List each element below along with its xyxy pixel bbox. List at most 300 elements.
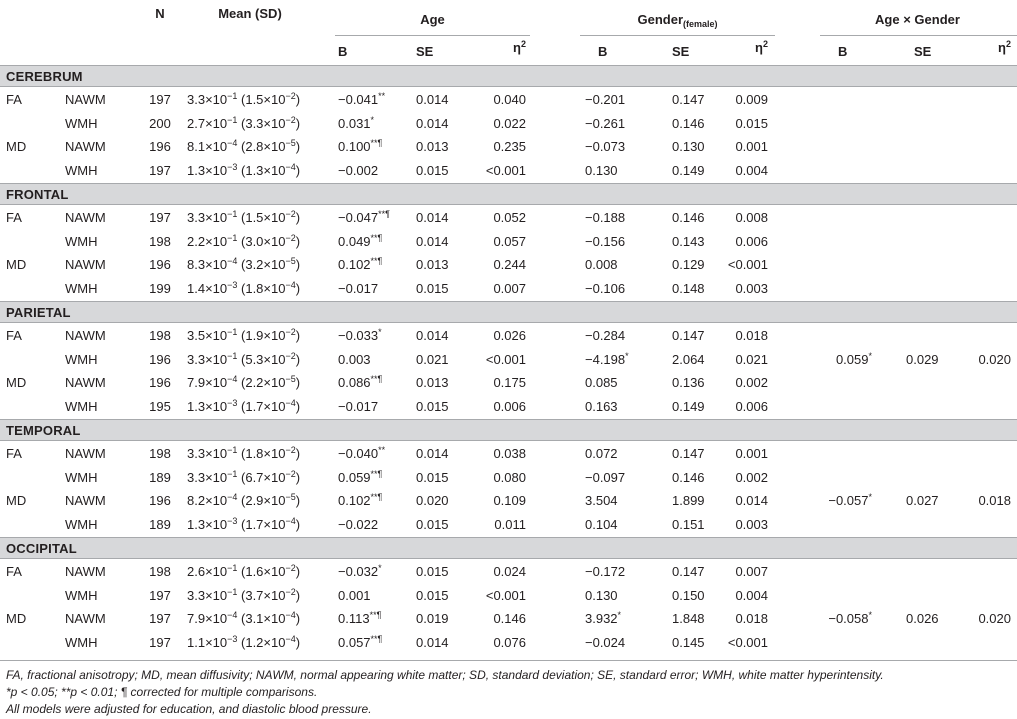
- section-header: [0, 183, 1017, 205]
- sd-exponent: −2: [285, 209, 296, 219]
- interaction-b-cell: [800, 493, 872, 509]
- age-b-value: 0.057: [338, 635, 371, 650]
- table-row: [0, 588, 1017, 606]
- age-b-value: 0.086: [338, 375, 371, 390]
- age-se-cell: 0.021: [416, 352, 449, 367]
- gender-b-cell: [585, 163, 618, 179]
- gender-b-cell: [585, 139, 625, 155]
- sd-value: 2.2×10: [245, 375, 286, 390]
- gender-eta-header: [712, 40, 768, 56]
- gender-b-value: 0.130: [585, 163, 618, 178]
- age-b-cell: [338, 139, 382, 155]
- interaction-eta-exp: 2: [1005, 39, 1011, 49]
- n-cell: 196: [149, 139, 171, 154]
- mean-value: 1.1×10: [187, 635, 228, 650]
- sd-exponent: −4: [285, 280, 296, 290]
- age-b-cell: [338, 399, 378, 415]
- age-b-value: 0.102: [338, 257, 371, 272]
- gender-se-header: SE: [672, 44, 690, 59]
- age-se-cell: 0.013: [416, 139, 449, 154]
- age-b-cell: [338, 116, 374, 132]
- mean-value: 2.2×10: [187, 234, 228, 249]
- mean-exponent: −1: [227, 445, 238, 455]
- mean-sd-cell: $2.6\times 10^{-1}$ $(1.6\times 10^{-2})$: [187, 563, 301, 579]
- gender-eta-cell: 0.006: [735, 234, 768, 249]
- gender-se-cell: 1.899: [672, 493, 705, 508]
- measure-cell: MD: [6, 493, 27, 508]
- mean-exponent: −1: [227, 209, 238, 219]
- footnote-abbreviations: FA, fractional anisotropy; MD, mean diffusivity; NAWM, normal appearing white matter; SD, standard deviation; SE, standard error; WMH, white matter hyperintensity.: [6, 668, 884, 682]
- gender-eta-cell: 0.009: [735, 92, 768, 107]
- age-se-cell: 0.015: [416, 399, 449, 414]
- gender-b-cell: [585, 234, 625, 250]
- age-b-value: 0.100: [338, 139, 371, 154]
- age-b-value: −0.047: [338, 210, 379, 225]
- mean-value: 8.3×10: [187, 257, 228, 272]
- n-cell: 198: [149, 328, 171, 343]
- mean-value: 1.3×10: [187, 163, 228, 178]
- sd-exponent: −2: [285, 233, 296, 243]
- age-b-cell: [338, 92, 385, 108]
- region-cell: WMH: [65, 470, 98, 485]
- region-cell: NAWM: [65, 375, 106, 390]
- mean-sd-cell: $3.3\times 10^{-1}$ $(1.5\times 10^{-2})$: [187, 91, 301, 107]
- measure-cell: FA: [6, 92, 22, 107]
- gender-b-header: B: [598, 44, 608, 59]
- age-eta-cell: <0.001: [485, 163, 526, 178]
- sd-value: 1.7×10: [245, 399, 286, 414]
- age-eta-cell: 0.146: [493, 611, 526, 626]
- n-cell: 189: [149, 470, 171, 485]
- header-gender-label: Gender: [637, 12, 683, 27]
- gender-b-cell: [585, 352, 629, 368]
- mean-exponent: −4: [227, 610, 238, 620]
- measure-cell: MD: [6, 611, 27, 626]
- age-b-value: −0.032: [338, 564, 379, 579]
- table-row: [0, 139, 1017, 157]
- gender-b-cell: [585, 611, 621, 627]
- gender-se-cell: 0.147: [672, 564, 705, 579]
- gender-b-value: −0.106: [585, 281, 626, 296]
- age-b-cell: [338, 281, 378, 297]
- age-b-significance: **: [378, 91, 386, 101]
- age-b-header: B: [338, 44, 348, 59]
- age-b-cell: [338, 328, 382, 344]
- mean-exponent: −1: [227, 327, 238, 337]
- sd-value: 2.8×10: [245, 139, 286, 154]
- age-se-cell: 0.020: [416, 493, 449, 508]
- mean-sd-cell: $8.3\times 10^{-4}$ $(3.2\times 10^{-5})$: [187, 256, 301, 272]
- gender-b-significance: *: [625, 351, 629, 361]
- age-eta-cell: 0.244: [493, 257, 526, 272]
- region-cell: WMH: [65, 517, 98, 532]
- mean-exponent: −1: [227, 587, 238, 597]
- gender-eta-cell: 0.004: [735, 163, 768, 178]
- region-cell: NAWM: [65, 257, 106, 272]
- table-row: [0, 470, 1017, 488]
- gender-b-cell: [585, 257, 618, 273]
- age-eta-cell: 0.007: [493, 281, 526, 296]
- mean-exponent: −1: [227, 115, 238, 125]
- interaction-eta-cell: 0.020: [978, 352, 1011, 367]
- age-eta-header: [470, 40, 526, 56]
- sd-exponent: −5: [285, 138, 296, 148]
- age-se-cell: 0.015: [416, 470, 449, 485]
- interaction-b-value: 0.059: [835, 352, 869, 367]
- n-cell: 199: [149, 281, 171, 296]
- gender-eta-cell: 0.006: [735, 399, 768, 414]
- n-cell: 195: [149, 399, 171, 414]
- age-b-cell: [338, 493, 382, 509]
- sd-value: 1.6×10: [245, 564, 286, 579]
- footnote-significance: *p < 0.05; **p < 0.01; ¶ corrected for multiple comparisons.: [6, 685, 318, 699]
- interaction-eta-header: [955, 40, 1011, 56]
- mean-sd-cell: $1.3\times 10^{-3}$ $(1.7\times 10^{-4})$: [187, 516, 301, 532]
- mean-sd-cell: $3.3\times 10^{-1}$ $(5.3\times 10^{-2})$: [187, 351, 301, 367]
- table-row: [0, 375, 1017, 393]
- n-cell: 197: [149, 92, 171, 107]
- gender-b-value: 0.104: [585, 517, 618, 532]
- gender-eta-cell: 0.018: [735, 611, 768, 626]
- age-se-cell: 0.015: [416, 564, 449, 579]
- age-b-cell: [338, 564, 382, 580]
- mean-value: 8.1×10: [187, 139, 228, 154]
- gender-se-cell: 0.130: [672, 139, 705, 154]
- header-mean-sd: Mean (SD): [218, 6, 282, 21]
- mean-value: 3.3×10: [187, 92, 228, 107]
- sd-exponent: −2: [285, 351, 296, 361]
- gender-se-cell: 0.150: [672, 588, 705, 603]
- measure-cell: MD: [6, 257, 27, 272]
- gender-group-rule: [580, 35, 775, 36]
- interaction-b-header: B: [838, 44, 848, 59]
- age-b-cell: [338, 352, 371, 368]
- sd-value: 1.2×10: [245, 635, 286, 650]
- gender-eta-cell: 0.004: [735, 588, 768, 603]
- table-row: [0, 116, 1017, 134]
- age-eta-cell: 0.022: [493, 116, 526, 131]
- table-row: [0, 446, 1017, 464]
- sd-value: 1.5×10: [245, 210, 286, 225]
- age-b-value: −0.041: [338, 92, 379, 107]
- interaction-se-cell: 0.027: [906, 493, 939, 508]
- mean-exponent: −1: [227, 351, 238, 361]
- region-cell: NAWM: [65, 210, 106, 225]
- mean-value: 1.4×10: [187, 281, 228, 296]
- age-b-value: −0.040: [338, 446, 379, 461]
- table-row: [0, 328, 1017, 346]
- header-age: Age: [420, 12, 445, 27]
- mean-exponent: −3: [227, 516, 238, 526]
- table-row: [0, 635, 1017, 653]
- gender-b-cell: [585, 564, 625, 580]
- sd-exponent: −4: [285, 398, 296, 408]
- n-cell: 196: [149, 257, 171, 272]
- gender-se-cell: 0.146: [672, 116, 705, 131]
- gender-b-value: −0.073: [585, 139, 626, 154]
- mean-exponent: −4: [227, 256, 238, 266]
- age-se-cell: 0.013: [416, 257, 449, 272]
- age-se-header: SE: [416, 44, 434, 59]
- gender-eta-cell: 0.002: [735, 470, 768, 485]
- mean-value: 3.5×10: [187, 328, 228, 343]
- gender-b-cell: [585, 588, 618, 604]
- region-cell: WMH: [65, 635, 98, 650]
- gender-b-value: 0.008: [585, 257, 618, 272]
- sd-exponent: −2: [285, 327, 296, 337]
- gender-se-cell: 0.147: [672, 328, 705, 343]
- interaction-eta-label: η: [998, 40, 1006, 55]
- gender-b-value: 0.163: [585, 399, 618, 414]
- header-gender: [580, 12, 775, 28]
- gender-b-cell: [585, 635, 625, 651]
- age-b-value: −0.002: [338, 163, 379, 178]
- table-row: [0, 92, 1017, 110]
- age-b-significance: **: [378, 445, 386, 455]
- sd-exponent: −2: [285, 445, 296, 455]
- age-eta-cell: <0.001: [485, 588, 526, 603]
- measure-cell: MD: [6, 139, 27, 154]
- gender-eta-cell: 0.018: [735, 328, 768, 343]
- gender-se-cell: 0.136: [672, 375, 705, 390]
- table-row: [0, 399, 1017, 417]
- age-b-significance: **¶: [370, 256, 383, 266]
- n-cell: 196: [149, 352, 171, 367]
- age-se-cell: 0.015: [416, 517, 449, 532]
- sd-exponent: −4: [285, 516, 296, 526]
- gender-b-cell: [585, 92, 625, 108]
- measure-cell: MD: [6, 375, 27, 390]
- gender-b-cell: [585, 493, 618, 509]
- age-se-cell: 0.014: [416, 635, 449, 650]
- age-se-cell: 0.014: [416, 234, 449, 249]
- mean-value: 1.3×10: [187, 399, 228, 414]
- sd-value: 3.0×10: [245, 234, 286, 249]
- n-cell: 197: [149, 635, 171, 650]
- gender-se-cell: 0.129: [672, 257, 705, 272]
- table-row: [0, 493, 1017, 511]
- gender-b-value: −0.172: [585, 564, 626, 579]
- mean-exponent: −1: [227, 469, 238, 479]
- n-cell: 197: [149, 210, 171, 225]
- age-group-rule: [335, 35, 530, 36]
- table-row: [0, 257, 1017, 275]
- interaction-b-significance: *: [868, 492, 872, 502]
- age-b-cell: [338, 210, 390, 226]
- gender-b-value: 3.504: [585, 493, 618, 508]
- interaction-se-header: SE: [914, 44, 932, 59]
- sd-exponent: −4: [285, 634, 296, 644]
- age-b-significance: *: [378, 327, 382, 337]
- age-b-cell: [338, 375, 382, 391]
- mean-sd-cell: $8.2\times 10^{-4}$ $(2.9\times 10^{-5})$: [187, 492, 301, 508]
- age-se-cell: 0.014: [416, 328, 449, 343]
- age-eta-cell: 0.057: [493, 234, 526, 249]
- measure-cell: FA: [6, 446, 22, 461]
- mean-value: 3.3×10: [187, 210, 228, 225]
- mean-exponent: −3: [227, 280, 238, 290]
- gender-b-value: 0.085: [585, 375, 618, 390]
- gender-eta-cell: <0.001: [727, 257, 768, 272]
- mean-sd-cell: $3.3\times 10^{-1}$ $(1.8\times 10^{-2})$: [187, 445, 301, 461]
- mean-exponent: −1: [227, 91, 238, 101]
- region-cell: NAWM: [65, 139, 106, 154]
- gender-se-cell: 0.143: [672, 234, 705, 249]
- gender-b-value: −0.156: [585, 234, 626, 249]
- n-cell: 197: [149, 163, 171, 178]
- mean-exponent: −3: [227, 398, 238, 408]
- age-b-cell: [338, 470, 382, 486]
- mean-exponent: −1: [227, 233, 238, 243]
- age-b-significance: *: [370, 115, 375, 125]
- mean-sd-cell: $1.3\times 10^{-3}$ $(1.3\times 10^{-4})$: [187, 162, 301, 178]
- mean-sd-cell: $7.9\times 10^{-4}$ $(2.2\times 10^{-5})$: [187, 374, 301, 390]
- header-gender-sub: (female): [683, 19, 718, 29]
- mean-value: 8.2×10: [187, 493, 228, 508]
- age-b-value: −0.033: [338, 328, 379, 343]
- gender-b-value: 3.932: [585, 611, 618, 626]
- age-eta-cell: 0.006: [493, 399, 526, 414]
- age-b-significance: **¶: [370, 492, 383, 502]
- section-label: TEMPORAL: [6, 423, 81, 438]
- age-eta-cell: 0.080: [493, 470, 526, 485]
- mean-exponent: −4: [227, 492, 238, 502]
- mean-value: 2.6×10: [187, 564, 228, 579]
- age-eta-cell: 0.040: [493, 92, 526, 107]
- gender-eta-cell: 0.014: [735, 493, 768, 508]
- n-cell: 198: [149, 446, 171, 461]
- region-cell: WMH: [65, 281, 98, 296]
- interaction-b-cell: [800, 352, 872, 368]
- mean-value: 3.3×10: [187, 446, 228, 461]
- age-b-value: 0.049: [338, 234, 371, 249]
- interaction-b-value: −0.057: [828, 493, 869, 508]
- age-se-cell: 0.014: [416, 446, 449, 461]
- gender-se-cell: 0.149: [672, 399, 705, 414]
- age-eta-cell: 0.026: [493, 328, 526, 343]
- age-se-cell: 0.014: [416, 116, 449, 131]
- gender-eta-cell: 0.003: [735, 517, 768, 532]
- footnote-adjustment: All models were adjusted for education, and diastolic blood pressure.: [6, 702, 372, 716]
- interaction-eta-cell: 0.020: [978, 611, 1011, 626]
- header-n: N: [155, 6, 165, 21]
- mean-value: 2.7×10: [187, 116, 228, 131]
- table-row: [0, 564, 1017, 582]
- region-cell: NAWM: [65, 92, 106, 107]
- interaction-b-significance: *: [868, 351, 872, 361]
- n-cell: 200: [149, 116, 171, 131]
- gender-b-value: −0.024: [585, 635, 626, 650]
- region-cell: NAWM: [65, 564, 106, 579]
- age-b-value: 0.003: [338, 352, 371, 367]
- interaction-se-cell: 0.029: [906, 352, 939, 367]
- sd-exponent: −2: [285, 563, 296, 573]
- sd-value: 5.3×10: [245, 352, 286, 367]
- section-header: [0, 65, 1017, 87]
- mean-exponent: −3: [227, 162, 238, 172]
- table-row: [0, 352, 1017, 370]
- gender-eta-cell: 0.003: [735, 281, 768, 296]
- sd-value: 1.3×10: [245, 163, 286, 178]
- n-cell: 189: [149, 517, 171, 532]
- mean-value: 3.3×10: [187, 352, 228, 367]
- mean-value: 3.3×10: [187, 588, 228, 603]
- age-b-significance: **¶: [370, 469, 383, 479]
- sd-value: 2.9×10: [245, 493, 286, 508]
- section-label: PARIETAL: [6, 305, 71, 320]
- mean-sd-cell: $2.2\times 10^{-1}$ $(3.0\times 10^{-2})$: [187, 233, 301, 249]
- gender-se-cell: 0.149: [672, 163, 705, 178]
- age-eta-label: η: [513, 40, 521, 55]
- sd-value: 3.2×10: [245, 257, 286, 272]
- n-cell: 197: [149, 611, 171, 626]
- section-header: [0, 419, 1017, 441]
- n-cell: 198: [149, 234, 171, 249]
- gender-b-cell: [585, 328, 625, 344]
- mean-exponent: −4: [227, 374, 238, 384]
- interaction-eta-cell: 0.018: [978, 493, 1011, 508]
- sd-exponent: −2: [285, 587, 296, 597]
- mean-sd-cell: $3.3\times 10^{-1}$ $(3.7\times 10^{-2})$: [187, 587, 301, 603]
- region-cell: NAWM: [65, 611, 106, 626]
- gender-se-cell: 0.148: [672, 281, 705, 296]
- region-cell: WMH: [65, 352, 98, 367]
- region-cell: WMH: [65, 163, 98, 178]
- section-label: OCCIPITAL: [6, 541, 77, 556]
- gender-eta-cell: 0.008: [735, 210, 768, 225]
- sd-exponent: −2: [285, 469, 296, 479]
- region-cell: WMH: [65, 234, 98, 249]
- table-row: [0, 210, 1017, 228]
- mean-sd-cell: $3.3\times 10^{-1}$ $(1.5\times 10^{-2})$: [187, 209, 301, 225]
- gender-b-value: −0.261: [585, 116, 626, 131]
- gender-eta-cell: 0.021: [735, 352, 768, 367]
- sd-value: 1.8×10: [245, 446, 286, 461]
- age-b-cell: [338, 517, 378, 533]
- n-cell: 198: [149, 564, 171, 579]
- measure-cell: FA: [6, 564, 22, 579]
- age-b-significance: **¶: [370, 634, 383, 644]
- measure-cell: FA: [6, 210, 22, 225]
- gender-se-cell: 0.146: [672, 210, 705, 225]
- gender-se-cell: 0.145: [672, 635, 705, 650]
- gender-se-cell: 0.151: [672, 517, 705, 532]
- age-b-significance: **¶: [378, 209, 390, 219]
- mean-sd-cell: $1.1\times 10^{-3}$ $(1.2\times 10^{-4})$: [187, 634, 301, 650]
- region-cell: NAWM: [65, 493, 106, 508]
- gender-eta-cell: 0.015: [735, 116, 768, 131]
- section-header: [0, 537, 1017, 559]
- table-row: [0, 281, 1017, 299]
- age-b-value: 0.102: [338, 493, 371, 508]
- gender-se-cell: 0.147: [672, 92, 705, 107]
- age-b-cell: [338, 588, 371, 604]
- age-eta-cell: 0.024: [493, 564, 526, 579]
- age-b-cell: [338, 234, 382, 250]
- age-b-significance: **¶: [370, 374, 383, 384]
- mean-sd-cell: $1.3\times 10^{-3}$ $(1.7\times 10^{-4})$: [187, 398, 301, 414]
- mean-sd-cell: $3.5\times 10^{-1}$ $(1.9\times 10^{-2})$: [187, 327, 301, 343]
- gender-se-cell: 0.147: [672, 446, 705, 461]
- age-eta-cell: <0.001: [485, 352, 526, 367]
- sd-exponent: −4: [285, 610, 296, 620]
- n-cell: 196: [149, 493, 171, 508]
- gender-b-cell: [585, 281, 625, 297]
- sd-exponent: −4: [285, 162, 296, 172]
- age-eta-cell: 0.235: [493, 139, 526, 154]
- age-b-value: 0.113: [338, 611, 370, 626]
- age-eta-cell: 0.109: [493, 493, 526, 508]
